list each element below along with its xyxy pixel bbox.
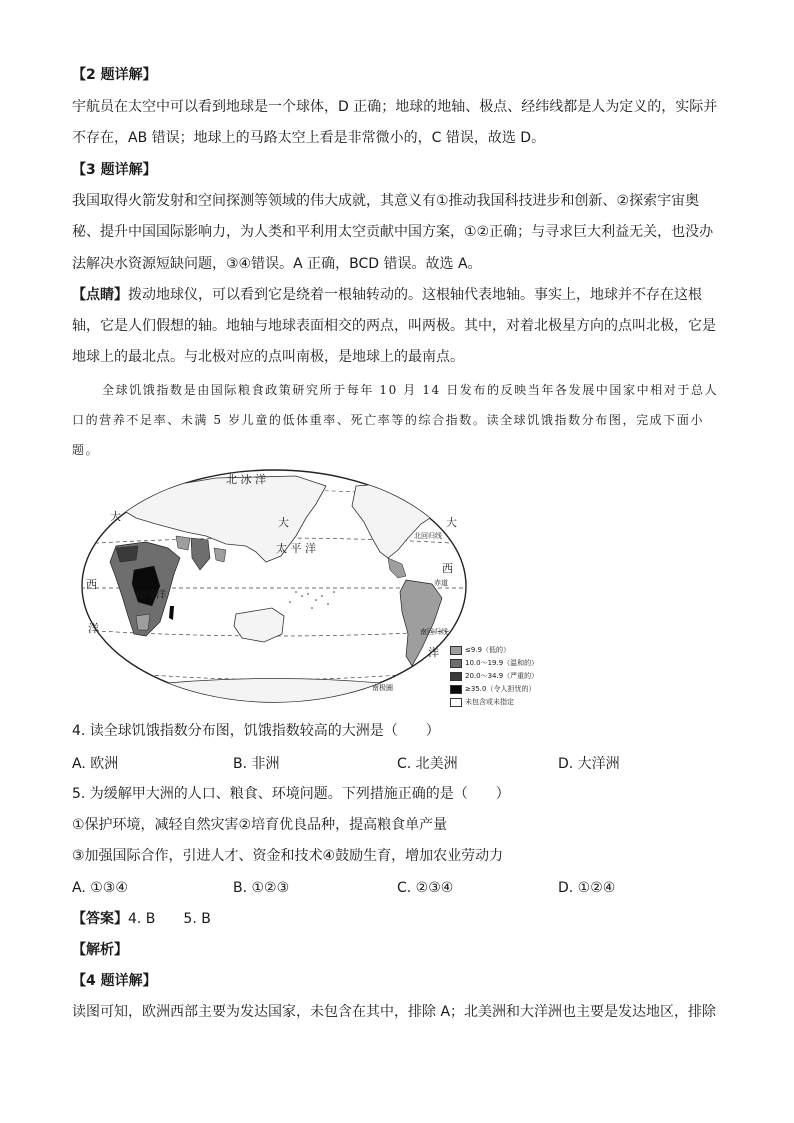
label-tropic-of-cancer: 北回归线 bbox=[414, 532, 442, 540]
answer-text: 4. B 5. B bbox=[128, 911, 211, 927]
note-line-3: 地球上的最北点。与北极对应的点叫南极，是地球上的最南点。 bbox=[72, 349, 464, 365]
question-5-option-a: A. ①③④ bbox=[72, 880, 128, 896]
south-africa-region bbox=[136, 614, 150, 630]
section-2-heading: 【2 题详解】 bbox=[72, 67, 157, 83]
label-arctic-ocean: 北 冰 洋 bbox=[226, 473, 266, 486]
legend-label: ≥35.0（令人担忧的） bbox=[465, 685, 536, 693]
question-5-statement-1: ①保护环境，减轻自然灾害②培育优良品种，提高粮食单产量 bbox=[72, 817, 448, 833]
label-tropic-of-capricorn: 南回归线 bbox=[420, 628, 448, 636]
question-5-statement-2: ③加强国际合作，引进人才、资金和技术④鼓励生育，增加农业劳动力 bbox=[72, 848, 504, 864]
note-text-1: 拨动地球仪，可以看到它是绕着一根轴转动的。这根轴代表地轴。事实上，地球并不存在这根 bbox=[128, 287, 702, 303]
legend-swatch bbox=[450, 672, 462, 681]
note-line-2: 轴，它是人们假想的轴。地轴与地球表面相交的两点，叫两极。其中，对着北极星方向的点叫北极，它是 bbox=[72, 318, 716, 334]
label-atlantic-left-bottom: 洋 bbox=[88, 622, 99, 635]
section-3-line-1: 我国取得火箭发射和空间探测等领域的伟大成就，其意义有①推动我国科技进步和创新、②探索宇宙奥 bbox=[72, 193, 700, 209]
map-legend bbox=[450, 645, 558, 711]
answer-line bbox=[72, 909, 211, 929]
section-2-line-1: 宇航员在太空中可以看到地球是一个球体，D 正确；地球的地轴、极点、经纬线都是人为定义的，实际并 bbox=[72, 99, 718, 115]
section-3-line-2: 秘、提升中国国际影响力，为人类和平利用太空贡献中国方案，①②正确；与寻求巨大利益无关，也没办 bbox=[72, 224, 714, 240]
section-3-line-3: 法解决水资源短缺问题，③④错误。A 正确，BCD 错误。故选 A。 bbox=[72, 256, 482, 272]
label-indian-ocean: 印度洋 bbox=[136, 590, 166, 601]
legend-label: 20.0～34.9（严重的） bbox=[465, 672, 539, 680]
legend-label: ≤9.9（低的） bbox=[465, 646, 510, 654]
legend-label: 未包含或未指定 bbox=[465, 698, 514, 706]
legend-item-alarming bbox=[450, 684, 535, 694]
label-antarctic-circle: 南极圈 bbox=[372, 684, 393, 692]
question-5-option-d: D. ①②④ bbox=[558, 880, 616, 896]
question-5-stem: 5. 为缓解甲大洲的人口、粮食、环境问题。下列措施正确的是（ ） bbox=[72, 786, 510, 802]
legend-swatch bbox=[450, 685, 462, 694]
legend-item-not-included bbox=[450, 697, 514, 707]
question-4-stem: 4. 读全球饥饿指数分布图，饥饿指数较高的大洲是（ ） bbox=[72, 723, 440, 739]
world-map-graphic bbox=[76, 466, 472, 704]
question-5-option-c: C. ②③④ bbox=[397, 880, 454, 896]
question-4-option-b: B. 非洲 bbox=[233, 756, 280, 772]
hunger-index-map bbox=[76, 466, 472, 704]
question-4-option-a: A. 欧洲 bbox=[72, 756, 119, 772]
analysis-heading: 【解析】 bbox=[72, 942, 128, 958]
antarctica-shape bbox=[96, 679, 452, 705]
legend-item-low bbox=[450, 645, 510, 655]
label-atlantic-right-mid: 西 bbox=[442, 562, 453, 575]
label-atlantic-right-top: 大 bbox=[446, 516, 457, 529]
question-4-option-d: D. 大洋洲 bbox=[558, 756, 620, 772]
note-line-1 bbox=[72, 285, 702, 305]
answer-heading: 【答案】 bbox=[72, 911, 128, 927]
question-5-option-b: B. ①②③ bbox=[233, 880, 290, 896]
intro-line-3: 题。 bbox=[72, 443, 100, 457]
section-3-heading: 【3 题详解】 bbox=[72, 162, 157, 178]
section-4-line-1: 读图可知，欧洲西部主要为发达国家，未包含在其中，排除 A；北美洲和大洋洲也主要是发达地区，排除 bbox=[72, 1004, 717, 1020]
section-4-heading: 【4 题详解】 bbox=[72, 973, 157, 989]
legend-label: 10.0～19.9（温和的） bbox=[465, 659, 539, 667]
note-heading: 【点睛】 bbox=[72, 287, 128, 303]
label-equator: 赤道 bbox=[434, 579, 448, 587]
label-atlantic-right-bottom: 洋 bbox=[428, 646, 439, 659]
question-4-option-c: C. 北美洲 bbox=[397, 756, 458, 772]
legend-item-serious bbox=[450, 671, 538, 681]
label-pacific-ocean: 太 平 洋 bbox=[276, 542, 316, 555]
southeast-asia-region bbox=[214, 548, 226, 562]
legend-swatch bbox=[450, 646, 462, 655]
north-africa-region bbox=[116, 546, 138, 562]
section-2-line-2: 不存在，AB 错误；地球上的马路太空上看是非常微小的，C 错误，故选 D。 bbox=[72, 130, 546, 146]
label-atlantic-left-top: 大 bbox=[110, 510, 121, 523]
label-pacific-left: 大 bbox=[278, 516, 289, 529]
intro-line-2: 口的营养不足率、未满 5 岁儿童的低体重率、死亡率等的综合指数。读全球饥饿指数分布图，完成下面小 bbox=[72, 413, 705, 427]
legend-item-moderate bbox=[450, 658, 538, 668]
intro-line-1: 全球饥饿指数是由国际粮食政策研究所于每年 10 月 14 日发布的反映当年各发展中国家中相对于总人 bbox=[102, 383, 719, 397]
central-asia-region bbox=[176, 536, 190, 550]
legend-swatch bbox=[450, 659, 462, 668]
label-atlantic-left-mid: 西 bbox=[86, 578, 97, 591]
legend-swatch bbox=[450, 698, 462, 707]
